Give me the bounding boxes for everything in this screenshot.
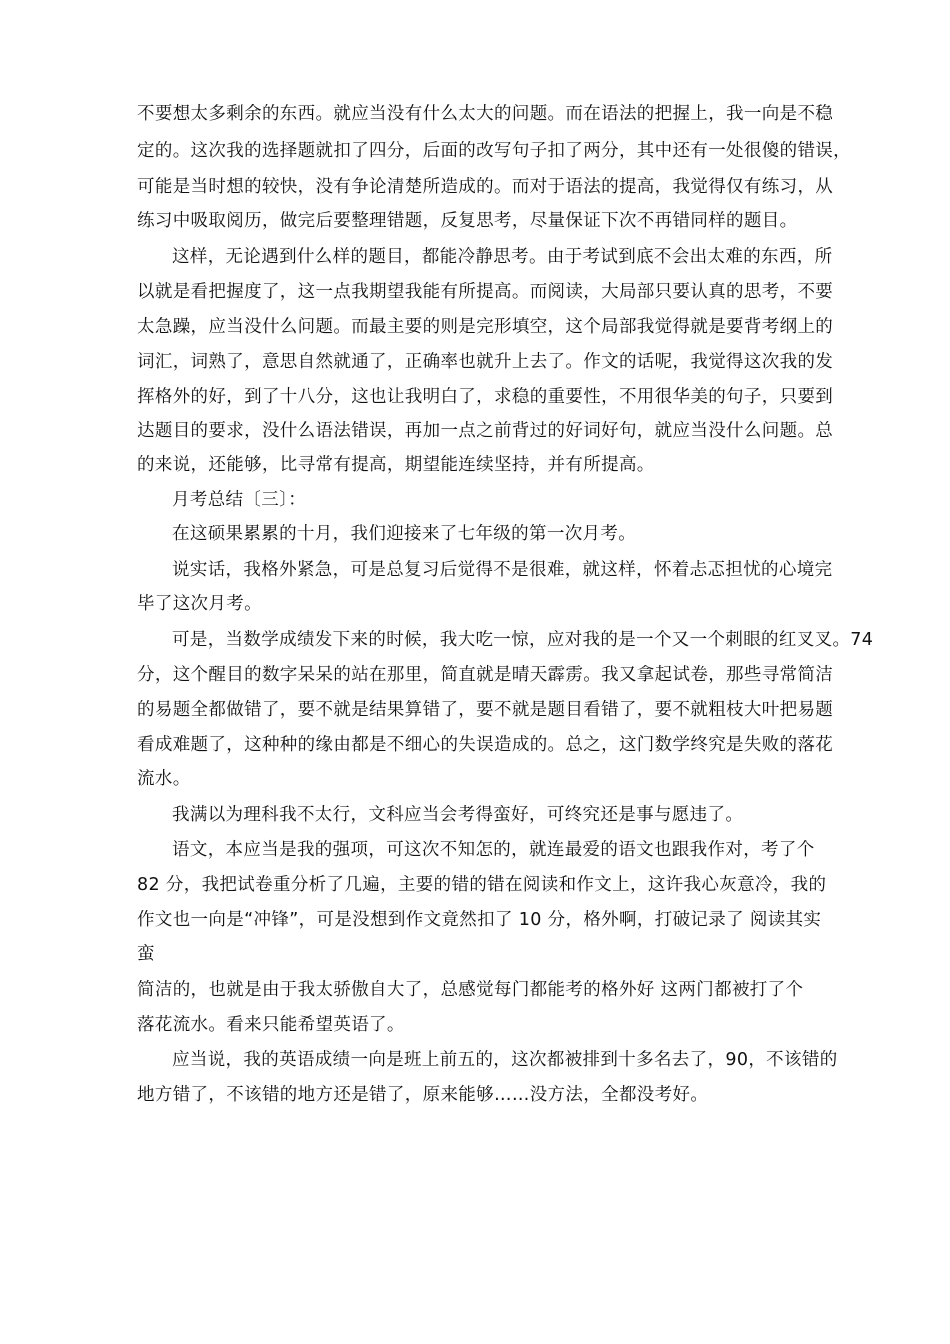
- text-line: 的来说，还能够，比寻常有提高，期望能连续坚持，并有所提高。: [137, 455, 655, 475]
- text-line: 流水。: [137, 769, 191, 789]
- text-line: 毕了这次月考。: [137, 594, 262, 614]
- text-line: 说实话，我格外紧急，可是总复习后觉得不是很难，就这样，怀着忐忑担忧的心境完: [172, 560, 833, 580]
- text-line: 应当说，我的英语成绩一向是班上前五的，这次都被排到十多名去了，90，不该错的: [172, 1050, 838, 1070]
- text-line: 定的。这次我的选择题就扣了四分，后面的改写句子扣了两分，其中还有一处很傻的错误，: [137, 141, 851, 161]
- text-line: 这样，无论遇到什么样的题目，都能冷静思考。由于考试到底不会出太难的东西，所: [172, 247, 833, 267]
- text-line: 挥格外的好，到了十八分，这也让我明白了，求稳的重要性，不用很华美的句子，只要到: [137, 387, 834, 407]
- text-line: 的易题全都做错了，要不就是结果算错了，要不就是题目看错了，要不就粗枝大叶把易题: [137, 700, 834, 720]
- text-line: 太急躁，应当没什么问题。而最主要的则是完形填空，这个局部我觉得就是要背考纲上的: [137, 317, 834, 337]
- text-line: 看成难题了，这种种的缘由都是不细心的失误造成的。总之，这门数学终究是失败的落花: [137, 735, 834, 755]
- text-line: 82 分，我把试卷重分析了几遍，主要的错的错在阅读和作文上，这许我心灰意冷，我的: [137, 875, 827, 895]
- section-heading: 月考总结〔三〕：: [172, 490, 307, 510]
- text-line: 词汇，词熟了，意思自然就通了，正确率也就升上去了。作文的话呢，我觉得这次我的发: [137, 352, 834, 372]
- text-line: 简洁的，也就是由于我太骄傲自大了，总感觉每门都能考的格外好 这两门都被打了个: [137, 980, 804, 1000]
- text-line: 可能是当时想的较快，没有争论清楚所造成的。而对于语法的提高，我觉得仅有练习，从: [137, 177, 834, 197]
- text-line: 达题目的要求，没什么语法错误，再加一点之前背过的好词好句，就应当没什么问题。总: [137, 421, 834, 441]
- text-line: 蛮: [137, 944, 155, 964]
- text-line: 我满以为理科我不太行，文科应当会考得蛮好，可终究还是事与愿违了。: [172, 805, 744, 825]
- text-line: 可是，当数学成绩发下来的时候，我大吃一惊，应对我的是一个又一个刺眼的红叉叉。74: [172, 630, 874, 650]
- text-line: 以就是看把握度了，这一点我期望我能有所提高。而阅读，大局部只要认真的思考，不要: [137, 282, 834, 302]
- text-line: 地方错了，不该错的地方还是错了，原来能够……没方法，全都没考好。: [137, 1085, 709, 1105]
- text-line: 在这硕果累累的十月，我们迎接来了七年级的第一次月考。: [172, 524, 637, 544]
- text-line: 分，这个醒目的数字呆呆的站在那里，简直就是晴天霹雳。我又拿起试卷，那些寻常简洁: [137, 665, 834, 685]
- text-line: 练习中吸取阅历，做完后要整理错题，反复思考，尽量保证下次不再错同样的题目。: [137, 211, 798, 231]
- text-line: 落花流水。看来只能希望英语了。: [137, 1015, 405, 1035]
- text-line: 作文也一向是“冲锋”，可是没想到作文竟然扣了 10 分，格外啊，打破记录了 阅读其实: [137, 910, 822, 930]
- text-line: 语文，本应当是我的强项，可这次不知怎的，就连最爱的语文也跟我作对，考了个: [172, 840, 815, 860]
- text-line: 不要想太多剩余的东西。就应当没有什么太大的问题。而在语法的把握上，我一向是不稳: [137, 104, 834, 124]
